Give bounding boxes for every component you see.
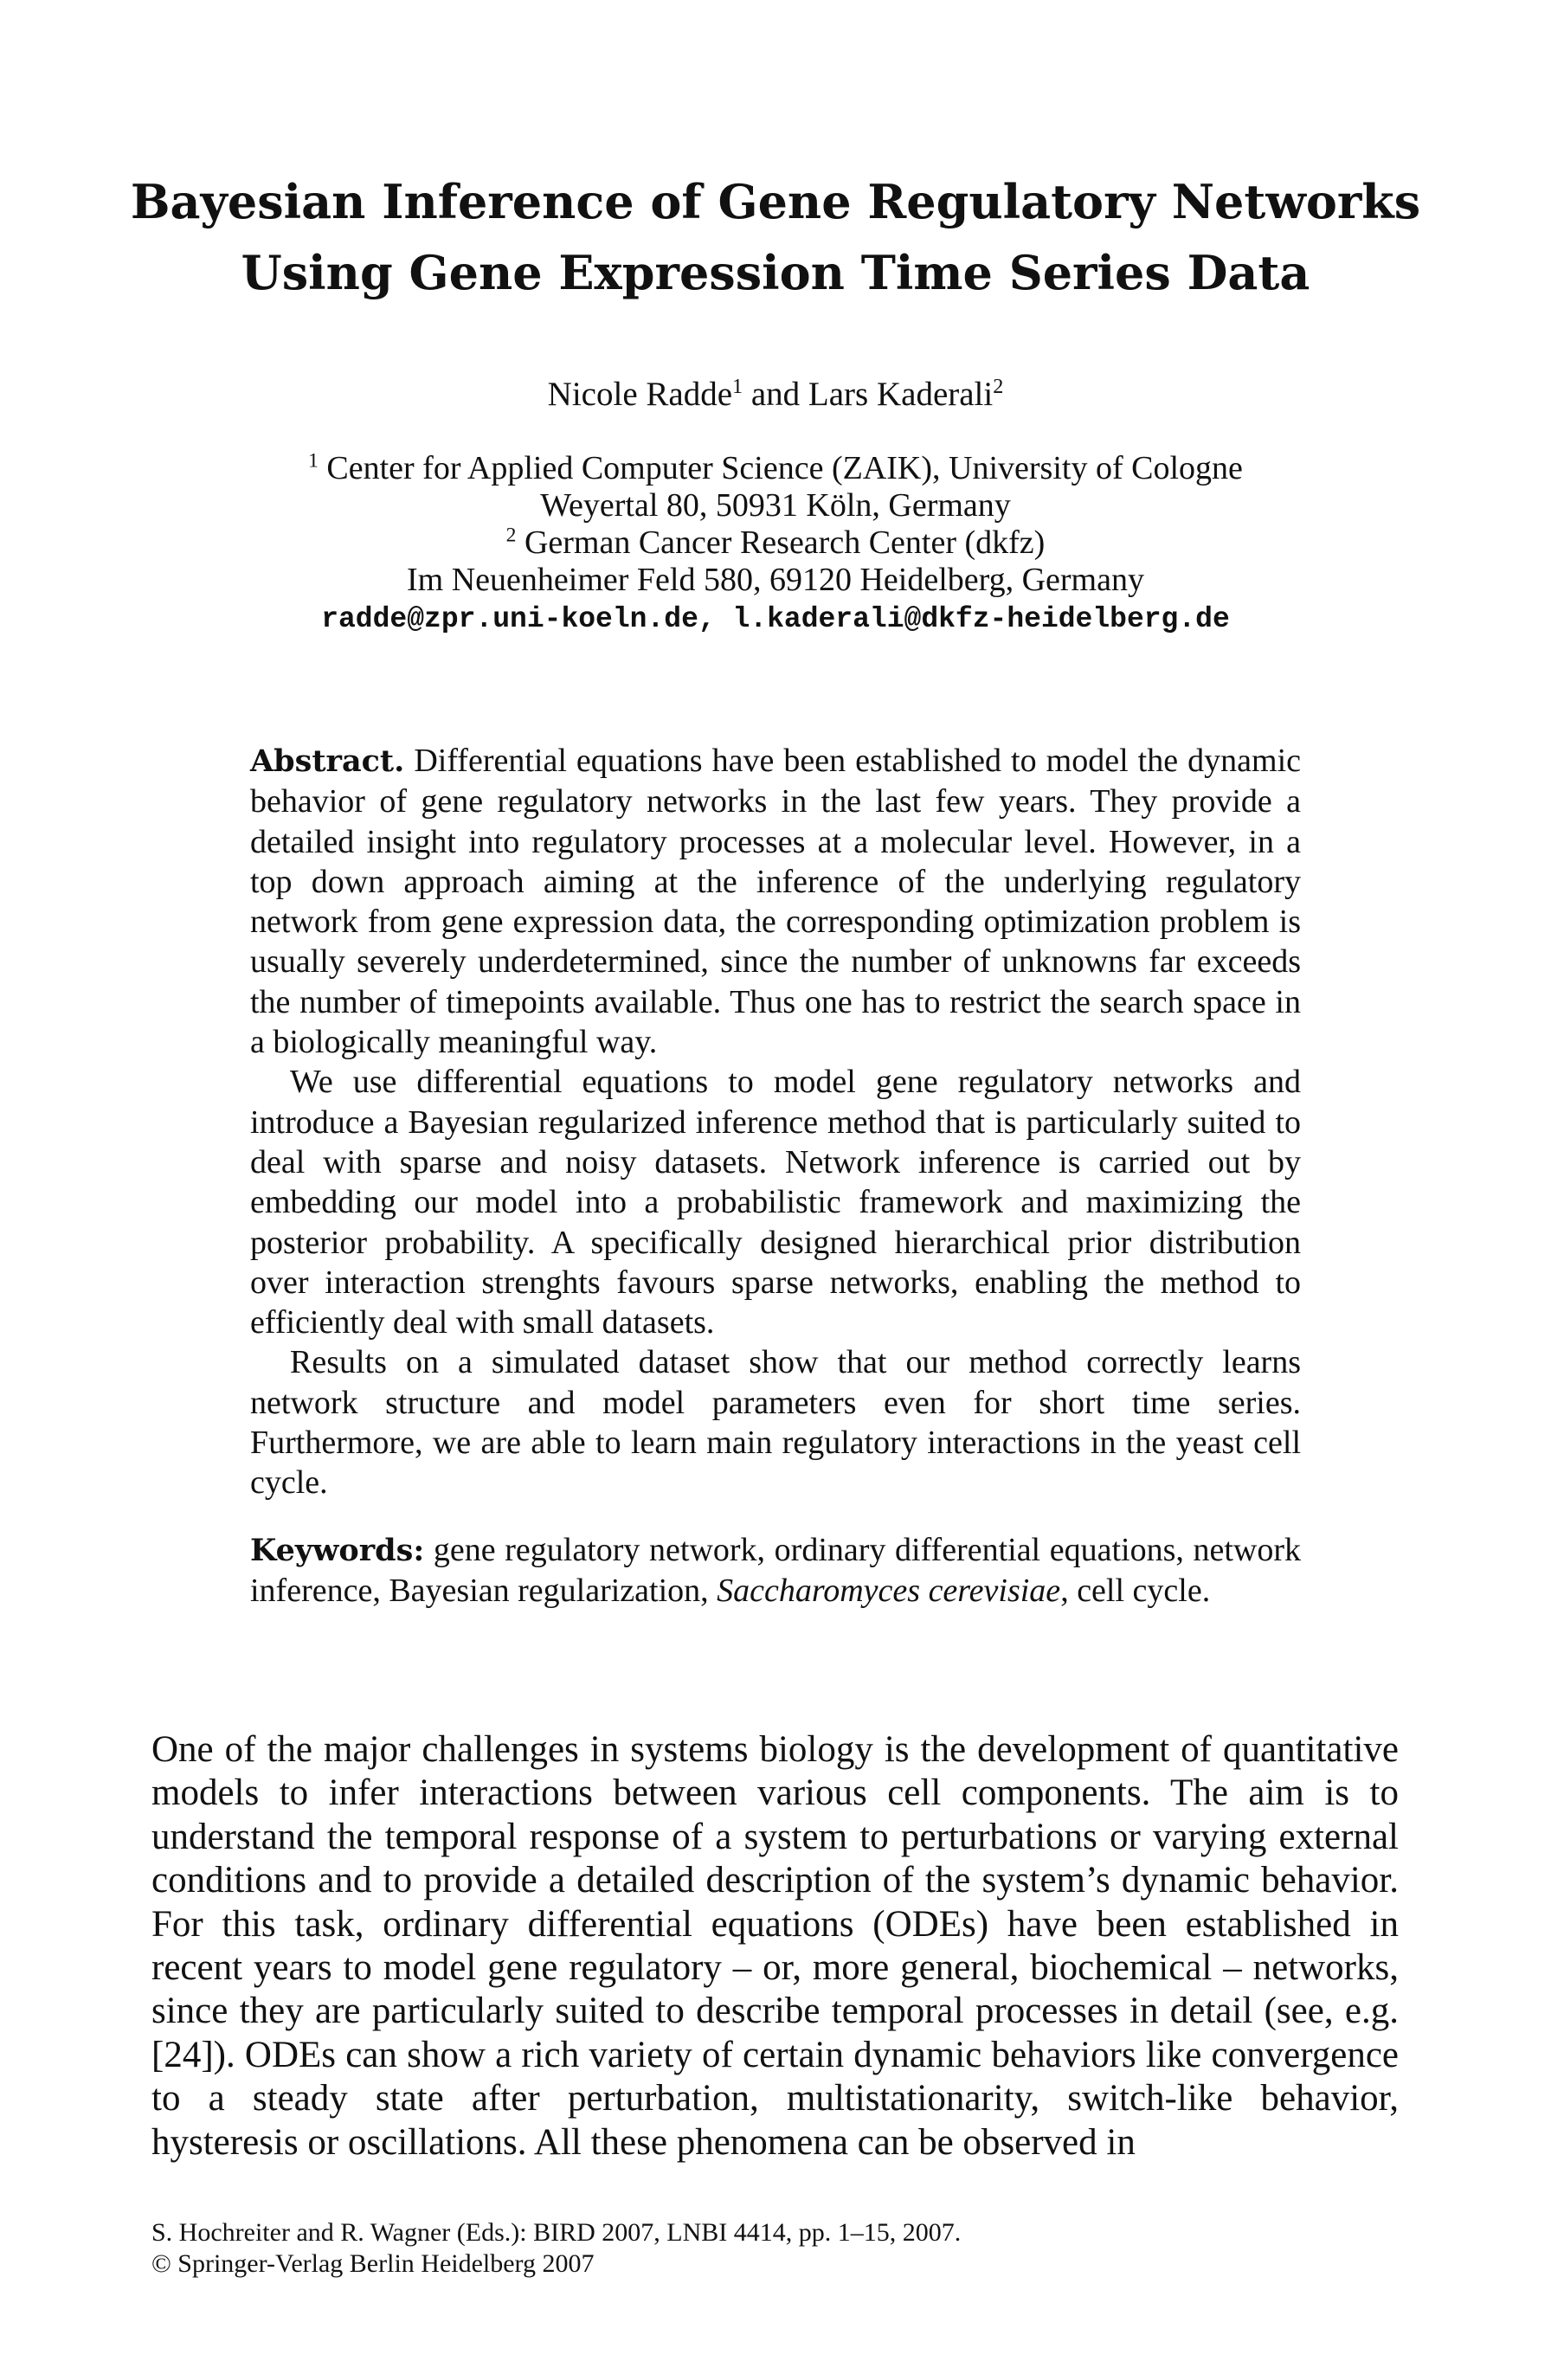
abstract-paragraph: We use differential equations to model gene regulatory networks and introduce a Bayesian regularized inference method that is particularly suited to deal with sparse and noisy datasets. Network inference is carried out by embedding our model into a probabilistic framework and maximizing the posterior probability. A specifically designed hierarchical prior distribution over interaction strenghts favours sparse networks, enabling the method to efficiently deal with small datasets. — [250, 1064, 1301, 1341]
author-emails: radde@zpr.uni-koeln.de, l.kaderali@dkfz-heidelberg.de — [321, 603, 1230, 635]
keywords-label: Keywords: — [250, 1533, 425, 1568]
title-line-2: Using Gene Expression Time Series Data — [241, 245, 1310, 300]
author-affiliation-mark: 2 — [993, 375, 1004, 398]
keywords-text: gene regulatory network, ordinary differential equations, network inference, Bayesian regularization, — [250, 1532, 1302, 1610]
author-affiliation-mark: 1 — [732, 375, 743, 398]
footer-citation: S. Hochreiter and R. Wagner (Eds.): BIRD 2007, LNBI 4414, pp. 1–15, 2007. — [151, 2218, 962, 2247]
footer-copyright: © Springer-Verlag Berlin Heidelberg 2007 — [151, 2249, 595, 2278]
affiliation-line — [130, 450, 1421, 487]
author-list — [130, 374, 1421, 415]
affiliation-address: Weyertal 80, 50931 Köln, Germany — [540, 487, 1011, 524]
paper-title — [130, 166, 1421, 308]
keywords-text-end: , cell cycle. — [1060, 1573, 1211, 1610]
keywords — [250, 1530, 1301, 1611]
author-name: Nicole Radde — [547, 376, 733, 413]
page-footer — [151, 2217, 1399, 2280]
affiliation-mark: 2 — [505, 524, 517, 547]
abstract-label: Abstract. — [250, 743, 405, 779]
abstract-paragraph — [250, 741, 1301, 1062]
abstract-paragraph: Results on a simulated dataset show that our method correctly learns network structure and model parameters even for short time series. Furthermore, we are able to learn main regulatory interactions in the yeast cell cycle. — [250, 1344, 1301, 1502]
body-paragraph: One of the major challenges in systems biology is the development of quantitative models to infer interactions between various cell components. The aim is to understand the temporal response of a system to perturbations or varying external conditions and to provide a detailed description of the system’s dynamic behavior. For this task, ordinary differential equations (ODEs) have been established in recent years to model gene regulatory – or, more general, biochemical – networks, since they are particularly suited to describe temporal processes in detail (see, e.g. [24]). ODEs can show a rich variety of certain dynamic behaviors like convergence to a steady state after perturbation, multistationarity, switch-like behavior, hysteresis or oscillations. All these phenomena can be observed in — [151, 1729, 1399, 2163]
author-name: Lars Kaderali — [808, 376, 994, 413]
title-line-1: Bayesian Inference of Gene Regulatory Networks — [130, 174, 1421, 229]
keywords-species: Saccharomyces cerevisiae — [717, 1573, 1061, 1610]
affiliation-text: Center for Applied Computer Science (ZAIK), University of Cologne — [326, 450, 1243, 486]
abstract-text: Differential equations have been established to model the dynamic behavior of gene regulatory networks in the last few years. They provide a detailed insight into regulatory processes at a molecular level. However, in a top down approach aiming at the inference of the underlying regulatory network from gene expression data, the corresponding optimization problem is usually severely underdetermined, since the number of unknowns far exceeds the number of timepoints available. Thus one has to restrict the search space in a biologically meaningful way. — [250, 743, 1301, 1061]
affiliations — [130, 450, 1421, 638]
affiliation-mark: 1 — [308, 449, 319, 473]
affiliation-address: Im Neuenheimer Feld 580, 69120 Heidelberg, Germany — [407, 562, 1144, 598]
abstract — [250, 741, 1301, 1503]
affiliation-text: German Cancer Research Center (dkfz) — [524, 524, 1046, 561]
affiliation-line — [130, 524, 1421, 562]
author-conjunction: and — [750, 376, 801, 413]
